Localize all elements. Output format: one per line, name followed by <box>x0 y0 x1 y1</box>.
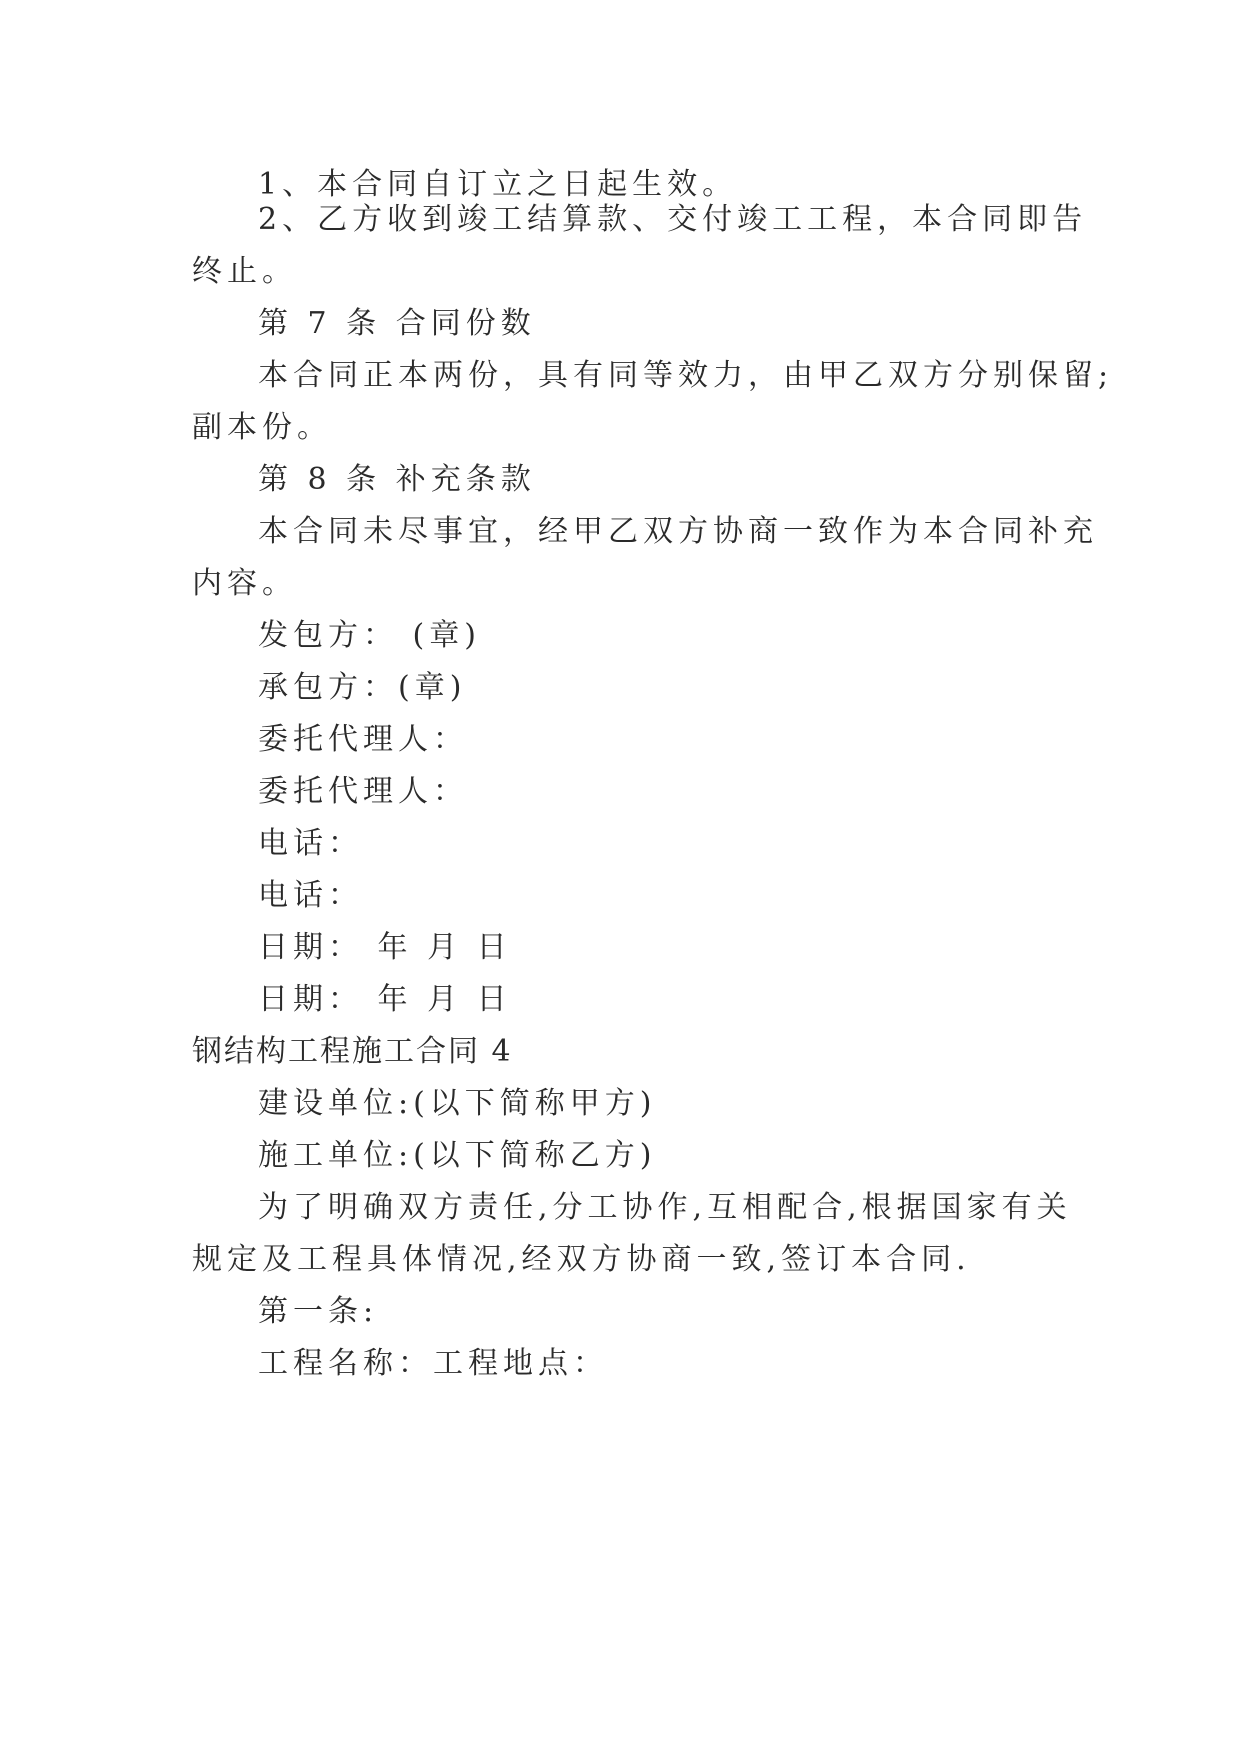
employer-agent-line: 委托代理人： <box>258 722 468 757</box>
contractor-agent-line: 委托代理人： <box>258 774 468 809</box>
employer-phone-line: 电话： <box>258 826 363 861</box>
article-7-body: 本合同正本两份，具有同等效力，由甲乙双方分别保留; <box>258 358 1114 393</box>
project-name-location-line: 工程名称：工程地点： <box>258 1346 608 1381</box>
article-8-body: 本合同未尽事宜，经甲乙双方协商一致作为本合同补充 <box>258 514 1098 549</box>
preamble-text-continued: 规定及工程具体情况,经双方协商一致,签订本合同. <box>192 1242 971 1277</box>
contract-title: 钢结构工程施工合同 4 <box>192 1034 513 1069</box>
clause-effective-date: 1、本合同自订立之日起生效。 <box>258 167 738 202</box>
construction-unit-line: 建设单位:(以下简称甲方) <box>258 1086 657 1121</box>
employer-date-line: 日期： 年 月 日 <box>258 930 512 965</box>
clause-termination: 2、乙方收到竣工结算款、交付竣工工程，本合同即告 <box>258 202 1088 237</box>
contractor-date-line: 日期： 年 月 日 <box>258 982 512 1017</box>
contractor-phone-line: 电话： <box>258 878 363 913</box>
contractor-seal-line: 承包方：(章) <box>258 670 467 705</box>
article-8-body-continued: 内容。 <box>192 566 297 601</box>
builder-unit-line: 施工单位:(以下简称乙方) <box>258 1138 657 1173</box>
clause-termination-continued: 终止。 <box>192 254 297 289</box>
article-1-heading: 第一条: <box>258 1294 379 1329</box>
article-7-heading: 第 7 条 合同份数 <box>258 306 536 341</box>
preamble-text: 为了明确双方责任,分工协作,互相配合,根据国家有关 <box>258 1190 1072 1225</box>
article-7-body-continued: 副本份。 <box>192 410 332 445</box>
article-8-heading: 第 8 条 补充条款 <box>258 462 536 497</box>
employer-seal-line: 发包方： (章) <box>258 618 481 653</box>
